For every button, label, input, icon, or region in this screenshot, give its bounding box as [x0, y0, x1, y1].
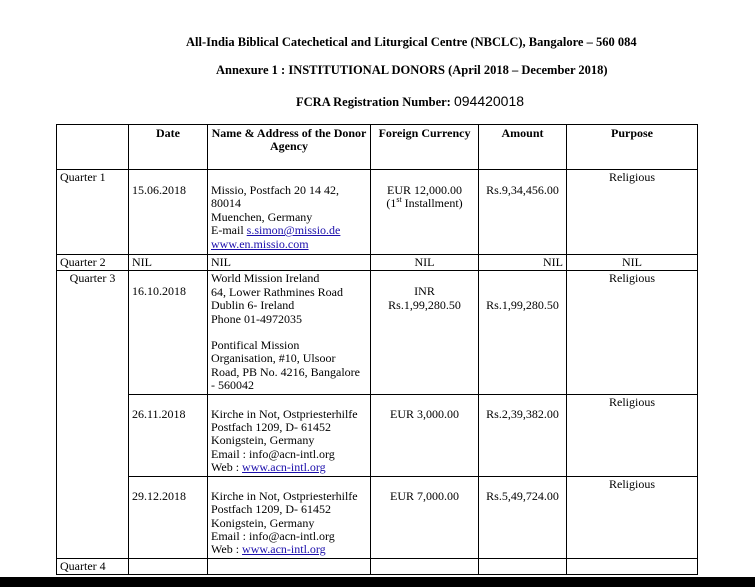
table-row — [57, 255, 698, 271]
web-prefix: Web : — [211, 542, 243, 557]
donor-details: NIL — [208, 255, 371, 271]
foreign-currency — [371, 271, 479, 394]
donor-line: Pontifical Mission — [211, 338, 300, 353]
donor-details — [208, 170, 371, 255]
document-title: All-India Biblical Catechetical and Liturgical Centre (NBCLC), Bangalore – 560 084 — [186, 35, 637, 49]
table-row — [57, 271, 698, 394]
table-row — [57, 170, 698, 255]
foreign-currency: NIL — [371, 255, 479, 271]
amount: Rs.5,49,724.00 — [479, 476, 567, 558]
donor-line: Organisation, #10, Ulsoor — [211, 351, 336, 366]
donor-line: Konigstein, Germany — [211, 515, 315, 530]
donor-line: Postfach 1209, D- 61452 — [211, 502, 331, 517]
donor-line: 80014 — [211, 196, 241, 211]
table-row — [57, 394, 698, 476]
amount: NIL — [479, 255, 567, 271]
donor-details — [208, 394, 371, 476]
empty-cell — [479, 558, 567, 574]
empty-cell — [371, 558, 479, 574]
email-link[interactable]: s.simon@missio.de — [246, 223, 341, 238]
currency-line: Rs.1,99,280.50 — [388, 297, 461, 312]
amount: Rs.2,39,382.00 — [479, 394, 567, 476]
donor-line: Phone 01-4972035 — [211, 311, 302, 326]
donor-web-line — [211, 461, 367, 474]
purpose: Religious — [567, 170, 698, 255]
donation-date: 15.06.2018 — [129, 170, 208, 255]
donor-line: 64, Lower Rathmines Road — [211, 284, 343, 299]
donation-date: 16.10.2018 — [129, 271, 208, 394]
currency-line: EUR 12,000.00 — [387, 183, 462, 197]
donation-date: 26.11.2018 — [129, 394, 208, 476]
purpose: Religious — [567, 476, 698, 558]
donor-line: World Mission Ireland — [211, 271, 320, 286]
amount: Rs.9,34,456.00 — [479, 170, 567, 255]
donor-email-line — [211, 224, 367, 237]
quarter-label: Quarter 1 — [57, 170, 129, 255]
website-link[interactable]: www.acn-intl.org — [242, 460, 326, 475]
donation-date: NIL — [129, 255, 208, 271]
donor-line: Postfach 1209, D- 61452 — [211, 420, 331, 435]
purpose: Religious — [567, 271, 698, 394]
donor-details — [208, 476, 371, 558]
donor-line: - 560042 — [211, 378, 254, 393]
donor-line: Kirche in Not, Ostpriesterhilfe — [211, 488, 358, 503]
donor-line: Muenchen, Germany — [211, 209, 313, 224]
donation-date: 29.12.2018 — [129, 476, 208, 558]
quarter-label: Quarter 2 — [57, 255, 129, 271]
column-header-donor: Name & Address of the Donor Agency — [208, 125, 371, 170]
donor-line: Konigstein, Germany — [211, 433, 315, 448]
installment-suffix: Installment) — [401, 196, 463, 211]
donor-line: Road, PB No. 4216, Bangalore — [211, 364, 360, 379]
web-prefix: Web : — [211, 460, 243, 475]
donors-table — [56, 124, 698, 575]
website-link[interactable]: www.en.missio.com — [211, 236, 309, 251]
purpose: NIL — [567, 255, 698, 271]
fcra-registration — [296, 93, 755, 110]
fcra-number: 094420018 — [453, 93, 525, 109]
donor-line: Email : info@acn-intl.org — [211, 446, 335, 461]
fcra-label: FCRA Registration Number: — [296, 95, 454, 109]
currency-line: INR — [414, 284, 435, 299]
quarter-label: Quarter 3 — [57, 271, 129, 558]
website-link[interactable]: www.acn-intl.org — [242, 542, 326, 557]
donor-line: Kirche in Not, Ostpriesterhilfe — [211, 406, 358, 421]
foreign-currency — [371, 170, 479, 255]
empty-cell — [567, 558, 698, 574]
quarter-label: Quarter 4 — [57, 558, 129, 574]
foreign-currency: EUR 3,000.00 — [371, 394, 479, 476]
installment-ordinal: st — [396, 195, 402, 205]
donor-details — [208, 271, 371, 394]
annexure-title: Annexure 1 : INSTITUTIONAL DONORS (April 2018 – December 2018) — [216, 63, 608, 77]
donor-web-line — [211, 238, 367, 251]
table-header-row — [57, 125, 698, 170]
empty-cell — [208, 558, 371, 574]
column-header-currency: Foreign Currency — [371, 125, 479, 170]
bottom-border — [0, 577, 755, 587]
donor-line: Dublin 6- Ireland — [211, 298, 295, 313]
column-header-amount: Amount — [479, 125, 567, 170]
table-row — [57, 558, 698, 574]
column-header-purpose: Purpose — [567, 125, 698, 170]
donor-web-line — [211, 543, 367, 556]
purpose: Religious — [567, 394, 698, 476]
column-header-date: Date — [129, 125, 208, 170]
donor-line: Missio, Postfach 20 14 42, — [211, 183, 340, 197]
empty-cell — [129, 558, 208, 574]
installment-prefix: (1 — [386, 196, 397, 211]
table-row — [57, 476, 698, 558]
foreign-currency: EUR 7,000.00 — [371, 476, 479, 558]
donor-line: Email : info@acn-intl.org — [211, 528, 335, 543]
column-header-quarter — [57, 125, 129, 170]
amount: Rs.1,99,280.50 — [479, 271, 567, 394]
email-prefix: E-mail — [211, 223, 247, 238]
installment-note — [374, 197, 475, 210]
